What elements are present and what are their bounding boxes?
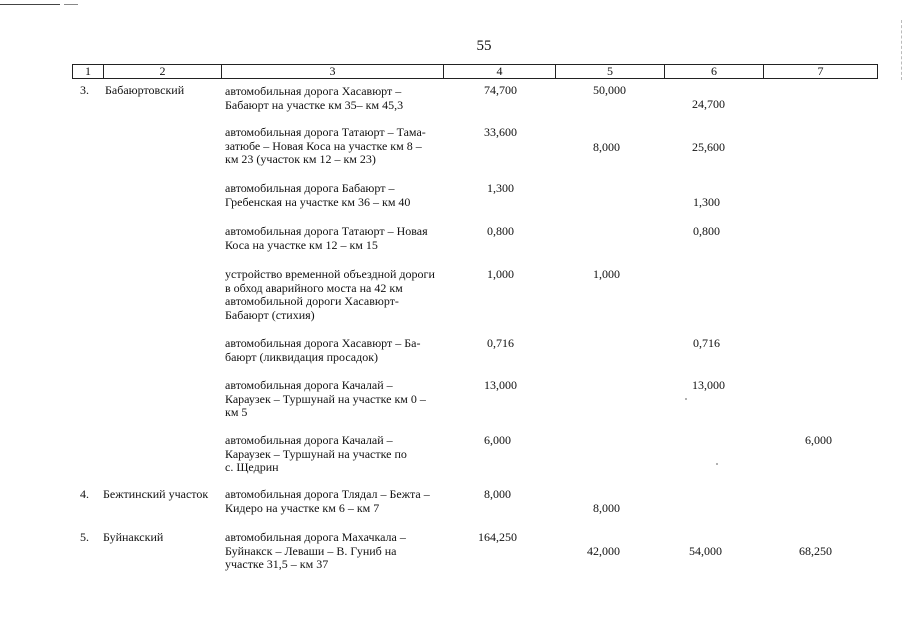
- road-description: автомобильная дорога Татаюрт – Новая Коса на участке км 12 – км 15: [225, 224, 428, 252]
- value-col4: 0,800: [487, 224, 514, 238]
- column-header-7: 7: [763, 64, 878, 79]
- value-col4: 8,000: [484, 487, 511, 501]
- column-header-4: 4: [443, 64, 556, 79]
- value-col7: 68,250: [799, 544, 832, 558]
- value-col4: 33,600: [484, 125, 517, 139]
- value-col5: 1,000: [593, 267, 620, 281]
- value-col5: 8,000: [593, 501, 620, 515]
- scan-edge-mark: [0, 4, 60, 5]
- value-col6: 0,716: [693, 336, 720, 350]
- page-number: 55: [476, 38, 492, 54]
- value-col6: 25,600: [692, 140, 725, 154]
- value-col4: 6,000: [484, 433, 511, 447]
- road-description: автомобильная дорога Качалай – Караузек – Туршунай на участке по с. Щедрин: [225, 433, 407, 474]
- column-header-6: 6: [664, 64, 764, 79]
- value-col5: 8,000: [593, 140, 620, 154]
- road-description: автомобильная дорога Бабаюрт – Гребенская на участке км 36 – км 40: [225, 181, 411, 209]
- value-col4: 164,250: [478, 530, 517, 544]
- value-col6: 13,000: [692, 378, 725, 392]
- column-header-5: 5: [555, 64, 665, 79]
- road-description: автомобильная дорога Хасавюрт – Ба- баюрт (ликвидация просадок): [225, 336, 421, 364]
- value-col7: 6,000: [805, 433, 832, 447]
- column-header-3: 3: [221, 64, 444, 79]
- road-description: автомобильная дорога Качалай – Караузек – Туршунай на участке км 0 – км 5: [225, 378, 426, 419]
- scan-edge-mark: [64, 4, 78, 5]
- column-header-2: 2: [103, 64, 222, 79]
- district-name: Бежтинский участок: [103, 487, 209, 501]
- column-header-1: 1: [72, 64, 104, 79]
- scan-speck: [685, 398, 687, 400]
- road-description: автомобильная дорога Махачкала – Буйнакск – Леваши – В. Гуниб на участке 31,5 – км 37: [225, 530, 406, 571]
- value-col6: 24,700: [692, 97, 725, 111]
- scan-speck: [716, 463, 718, 465]
- value-col6: 54,000: [689, 544, 722, 558]
- row-number: 4.: [80, 487, 89, 501]
- road-description: автомобильная дорога Хасавюрт – Бабаюрт на участке км 35– км 45,3: [225, 84, 404, 112]
- district-name: Буйнакский: [103, 530, 164, 544]
- value-col5: 50,000: [593, 83, 626, 97]
- road-description: устройство временной объездной дороги в обход аварийного моста на 42 км автомобильной дороги Хасавюрт- Бабаюрт (стихия): [225, 267, 435, 322]
- row-number: 3.: [80, 83, 89, 97]
- value-col4: 1,000: [487, 267, 514, 281]
- road-description: автомобильная дорога Тлядал – Бежта – Кидеро на участке км 6 – км 7: [225, 487, 430, 515]
- value-col4: 13,000: [484, 378, 517, 392]
- value-col6: 0,800: [693, 224, 720, 238]
- value-col5: 42,000: [587, 544, 620, 558]
- road-description: автомобильная дорога Татаюрт – Тама- затюбе – Новая Коса на участке км 8 – км 23 (участок км 12 – км 23): [225, 125, 426, 166]
- row-number: 5.: [80, 530, 89, 544]
- value-col4: 0,716: [487, 336, 514, 350]
- value-col6: 1,300: [693, 195, 720, 209]
- district-name: Бабаюртовский: [105, 83, 185, 97]
- value-col4: 1,300: [487, 181, 514, 195]
- value-col4: 74,700: [484, 83, 517, 97]
